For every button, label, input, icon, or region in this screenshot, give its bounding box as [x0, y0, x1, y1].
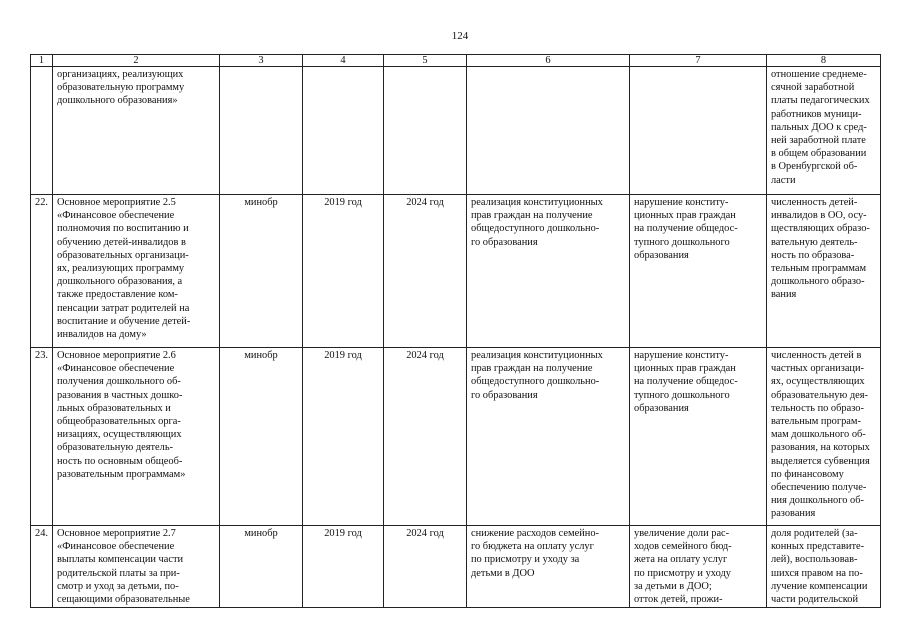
column-number-header: 5: [384, 55, 467, 67]
text-line: вательным програм-: [771, 416, 861, 428]
text-line: дошкольного образо-: [771, 276, 865, 288]
measure-name-cell: [53, 67, 220, 195]
text-line: мам дошкольного об-: [771, 429, 866, 441]
text-line: образования: [634, 249, 689, 261]
text-line: отток детей, прожи-: [634, 594, 723, 606]
text-line: льных образовательных и: [57, 402, 171, 414]
text-line: го бюджета на оплату услуг: [471, 541, 594, 553]
column-number-header: 3: [220, 55, 303, 67]
text-line: платы педагогических: [771, 95, 870, 107]
text-line: образовательную деятель-: [57, 442, 174, 454]
text-line: численность детей в: [771, 350, 862, 361]
text-line: выплаты компенсации части: [57, 554, 184, 566]
start-year-cell: 2019 год: [303, 195, 384, 348]
text-line: жета на оплату услуг: [634, 554, 728, 566]
text-line: тупного дошкольного: [634, 236, 730, 248]
row-number-cell: 24.: [31, 526, 53, 608]
text-line: сещающими образовательные: [57, 594, 190, 606]
program-measures-table: [30, 54, 881, 608]
measure-name-cell: [53, 526, 220, 608]
table-row: [31, 526, 881, 608]
text-line: «Финансовое обеспечение: [57, 363, 175, 375]
text-line: также предоставление ком-: [57, 289, 178, 301]
text-line: ность по основным общеоб-: [57, 455, 183, 467]
non-implementation-consequence-cell: [630, 67, 767, 195]
table-row: [31, 348, 881, 526]
text-line: ния дошкольного об-: [771, 495, 864, 507]
text-line: тельность по образо-: [771, 402, 864, 414]
related-indicator-cell: [767, 348, 881, 526]
text-line: общедоступного дошкольно-: [471, 223, 600, 235]
row-number-cell: 22.: [31, 195, 53, 348]
text-line: разования: [771, 508, 816, 520]
text-line: численность детей-: [771, 197, 858, 208]
row-number-cell: 23.: [31, 348, 53, 526]
text-line: лей), воспользовав-: [771, 554, 858, 566]
text-line: обеспечению получе-: [771, 482, 867, 494]
text-line: полномочия по воспитанию и: [57, 223, 189, 235]
text-line: выделяется субвенция: [771, 455, 870, 467]
text-line: инвалидов в ОО, осу-: [771, 210, 867, 222]
executor-cell: минобр: [220, 348, 303, 526]
text-line: нарушение конститу-: [634, 350, 729, 361]
measure-name-cell: [53, 348, 220, 526]
text-line: образования: [634, 402, 689, 414]
text-line: реализация конституционных: [471, 197, 603, 208]
page-number: 124: [451, 30, 469, 42]
text-line: дошкольного образования, а: [57, 276, 183, 288]
expected-result-cell: [467, 67, 630, 195]
expected-result-cell: [467, 348, 630, 526]
text-line: образовательную программу: [57, 82, 185, 94]
text-line: ходов семейного бюд-: [634, 541, 732, 553]
text-line: Основное мероприятие 2.7: [57, 528, 176, 539]
text-line: общеобразовательных орга-: [57, 416, 181, 428]
expected-result-cell: [467, 526, 630, 608]
text-line: отношение среднеме-: [771, 69, 867, 80]
text-line: разования в частных дошко-: [57, 389, 183, 401]
text-line: нарушение конститу-: [634, 197, 729, 208]
text-line: го образования: [471, 236, 538, 248]
text-line: Основное мероприятие 2.6: [57, 350, 176, 361]
text-line: разовательным программам»: [57, 468, 186, 480]
text-line: Основное мероприятие 2.5: [57, 197, 176, 208]
non-implementation-consequence-cell: [630, 348, 767, 526]
text-line: прав граждан на получение: [471, 210, 593, 222]
text-line: по присмотру и уходу за: [471, 554, 580, 566]
related-indicator-cell: [767, 67, 881, 195]
text-line: за детьми в ДОО;: [634, 580, 712, 592]
executor-cell: минобр: [220, 526, 303, 608]
text-line: дошкольного образования»: [57, 95, 178, 107]
related-indicator-cell: [767, 526, 881, 608]
start-year-cell: 2019 год: [303, 348, 384, 526]
text-line: детьми в ДОО: [471, 567, 535, 579]
text-line: ней заработной плате: [771, 135, 866, 147]
start-year-cell: 2019 год: [303, 526, 384, 608]
text-line: воспитание и обучение детей-: [57, 315, 191, 327]
column-number-header: 2: [53, 55, 220, 67]
text-line: частных организаци-: [771, 363, 865, 375]
text-line: тупного дошкольного: [634, 389, 730, 401]
executor-cell: минобр: [220, 195, 303, 348]
text-line: пальных ДОО к сред-: [771, 121, 867, 133]
text-line: образовательную дея-: [771, 389, 868, 401]
text-line: вательную деятель-: [771, 236, 858, 248]
text-line: разования, на которых: [771, 442, 870, 454]
text-line: низациях, осуществляющих: [57, 429, 182, 441]
text-line: го образования: [471, 389, 538, 401]
measure-name-cell: [53, 195, 220, 348]
text-line: реализация конституционных: [471, 350, 603, 361]
column-number-header: 4: [303, 55, 384, 67]
text-line: «Финансовое обеспечение: [57, 210, 175, 222]
non-implementation-consequence-cell: [630, 526, 767, 608]
column-number-header: 7: [630, 55, 767, 67]
text-line: вания: [771, 289, 797, 301]
text-line: прав граждан на получение: [471, 363, 593, 375]
text-line: конных представите-: [771, 541, 865, 553]
column-number-row: [31, 55, 881, 67]
text-line: сячной заработной: [771, 82, 855, 94]
text-line: ласти: [771, 174, 796, 186]
column-number-header: 6: [467, 55, 630, 67]
text-line: общедоступного дошкольно-: [471, 376, 600, 388]
text-line: в общем образовании: [771, 148, 867, 160]
table-row: [31, 67, 881, 195]
text-line: по присмотру и уходу: [634, 567, 731, 579]
end-year-cell: 2024 год: [384, 348, 467, 526]
text-line: увеличение доли рас-: [634, 528, 730, 539]
text-line: части родительской: [771, 594, 859, 606]
text-line: ществляющих образо-: [771, 223, 870, 235]
row-number-cell: [31, 67, 53, 195]
end-year-cell: 2024 год: [384, 526, 467, 608]
end-year-cell: 2024 год: [384, 195, 467, 348]
text-line: родительской платы за при-: [57, 567, 180, 579]
text-line: ях, реализующих программу: [57, 263, 185, 275]
text-line: на получение общедос-: [634, 376, 738, 388]
text-line: инвалидов на дому»: [57, 329, 147, 341]
text-line: пенсации затрат родителей на: [57, 302, 190, 314]
text-line: «Финансовое обеспечение: [57, 541, 175, 553]
text-line: снижение расходов семейно-: [471, 528, 599, 539]
column-number-header: 1: [31, 55, 53, 67]
start-year-cell: [303, 67, 384, 195]
text-line: лучение компенсации: [771, 580, 868, 592]
text-line: работников муници-: [771, 108, 862, 120]
expected-result-cell: [467, 195, 630, 348]
text-line: образовательных организаци-: [57, 249, 189, 261]
text-line: ционных прав граждан: [634, 210, 736, 222]
executor-cell: [220, 67, 303, 195]
text-line: ность по образова-: [771, 249, 855, 261]
column-number-header: 8: [767, 55, 881, 67]
text-line: по финансовому: [771, 468, 844, 480]
text-line: тельным программам: [771, 263, 867, 275]
related-indicator-cell: [767, 195, 881, 348]
table-row: [31, 195, 881, 348]
non-implementation-consequence-cell: [630, 195, 767, 348]
text-line: организациях, реализующих: [57, 69, 184, 80]
text-line: шихся правом на по-: [771, 567, 863, 579]
text-line: в Оренбургской об-: [771, 161, 858, 173]
text-line: ционных прав граждан: [634, 363, 736, 375]
text-line: получения дошкольного об-: [57, 376, 181, 388]
text-line: смотр и уход за детьми, по-: [57, 580, 179, 592]
end-year-cell: [384, 67, 467, 195]
text-line: на получение общедос-: [634, 223, 738, 235]
text-line: обучению детей-инвалидов в: [57, 236, 186, 248]
text-line: доля родителей (за-: [771, 528, 858, 539]
text-line: ях, осуществляющих: [771, 376, 865, 388]
